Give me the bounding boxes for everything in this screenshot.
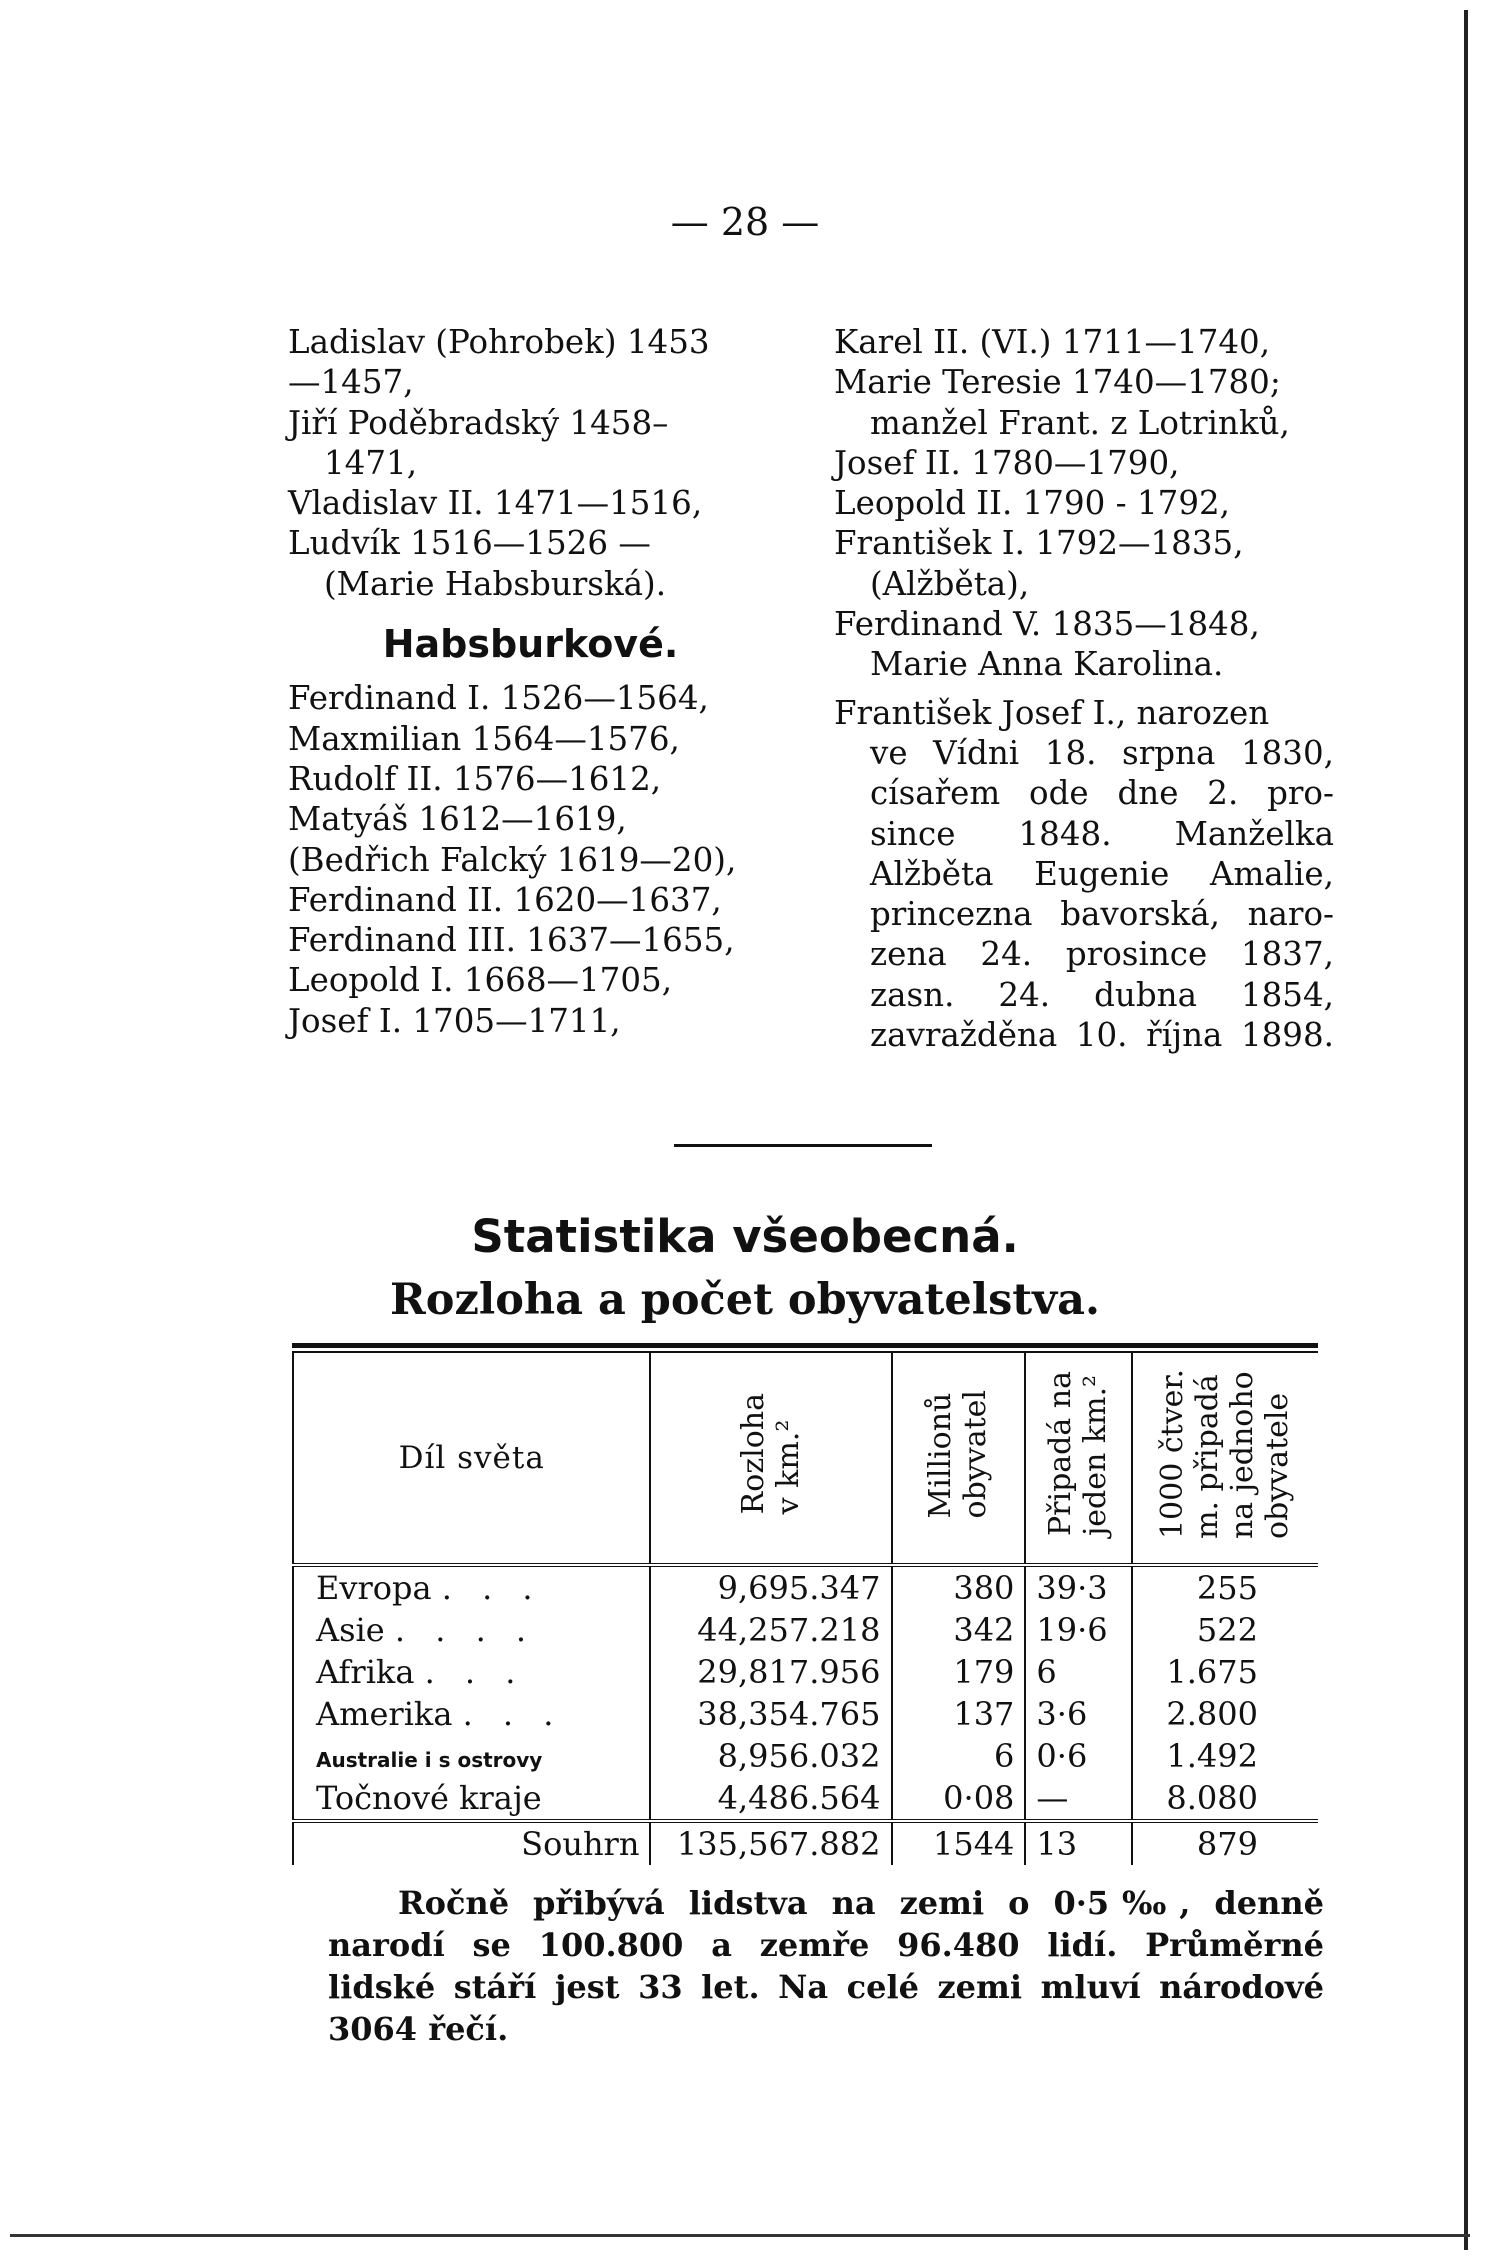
text-line: —1457, — [288, 363, 414, 402]
total-label: Souhrn — [293, 1821, 650, 1865]
total-area: 135,567.882 — [650, 1821, 891, 1865]
section-heading: Habsburkové. — [382, 622, 679, 667]
text-line: Marie Teresie 1740—1780; — [834, 363, 1281, 402]
divider — [674, 1144, 932, 1147]
total-millions: 1544 — [892, 1821, 1026, 1865]
right-column — [834, 322, 1334, 1055]
text-line: (Alžběta), — [870, 564, 1030, 603]
statistics-subtitle: Rozloha a počet obyvatelstva. — [390, 1275, 1100, 1325]
text-line: Ladislav (Pohrobek) 1453 — [288, 323, 710, 361]
millions-cell: 342 — [892, 1609, 1026, 1651]
header-per-1000-line4: obyvatele — [1260, 1392, 1296, 1540]
text-line: Leopold I. 1668—1705, — [288, 961, 673, 1000]
text-line: (Marie Habsburská). — [324, 564, 667, 603]
per-km-cell: 19·6 — [1025, 1609, 1131, 1651]
text-line: Karel II. (VI.) 1711—1740, — [834, 323, 1271, 361]
header-area-line2: v km.² — [770, 1419, 806, 1515]
table-row — [293, 1777, 1318, 1821]
millions-cell: 380 — [892, 1565, 1026, 1609]
total-per-1000: 879 — [1196, 1825, 1258, 1863]
leader-dots: . . . . — [394, 1611, 537, 1649]
per-1000-cell: 2.800 — [1166, 1695, 1258, 1733]
text-line: František I. 1792—1835, — [834, 524, 1244, 563]
text-line: Maxmilian 1564—1576, — [288, 719, 680, 758]
per-1000-cell: 522 — [1196, 1611, 1258, 1649]
text-line: ve Vídni 18. srpna 1830, — [870, 733, 1334, 772]
text-line: Leopold II. 1790 - 1792, — [834, 484, 1231, 523]
text-line: Ferdinand II. 1620—1637, — [288, 880, 722, 919]
text-line: Marie Anna Karolina. — [870, 645, 1224, 684]
leader-dots: . . . — [462, 1695, 564, 1733]
area-cell: 44,257.218 — [650, 1609, 891, 1651]
text-line: František Josef I., narozen — [834, 693, 1270, 732]
continent-name: Asie — [316, 1611, 385, 1649]
per-km-cell: 3·6 — [1025, 1693, 1131, 1735]
per-1000-cell: 8.080 — [1166, 1779, 1258, 1817]
continent-cell — [293, 1651, 650, 1693]
text-line: Josef II. 1780—1790, — [834, 443, 1180, 482]
text-line: Alžběta Eugenie Amalie, — [870, 854, 1334, 893]
text-line: since 1848. Manželka — [870, 814, 1334, 853]
continent-cell — [293, 1609, 650, 1651]
left-column — [288, 322, 773, 1041]
millions-cell: 179 — [892, 1651, 1026, 1693]
text-line: Ferdinand I. 1526—1564, — [288, 679, 709, 718]
per-km-cell: — — [1025, 1777, 1131, 1821]
table-row — [293, 1735, 1318, 1777]
scan-edge — [1464, 10, 1468, 2250]
text-line: princezna bavorská, naro- — [870, 895, 1334, 934]
header-millions — [892, 1353, 1026, 1565]
per-km-cell: 0·6 — [1025, 1735, 1131, 1777]
text-line: Matyáš 1612—1619, — [288, 800, 627, 839]
table-total-row — [293, 1821, 1318, 1865]
per-1000-cell: 1.492 — [1166, 1737, 1258, 1775]
scan-edge — [10, 2234, 1470, 2237]
page-number: — 28 — — [670, 200, 820, 244]
table-row — [293, 1693, 1318, 1735]
statistics-note: Ročně přibývá lidstva na zemi o 0·5‰, denně narodí se 100.800 a zemře 96.480 lidí. Průměrné lidské stáří jest 33 let. Na celé zemi mluví národové 3064 řečí. — [328, 1884, 1324, 2048]
per-km-cell: 39·3 — [1025, 1565, 1131, 1609]
text-line: Ludvík 1516—1526 — — [288, 524, 651, 563]
table-row — [293, 1565, 1318, 1609]
text-line: Ferdinand V. 1835—1848, — [834, 605, 1260, 644]
text-line: Jiří Poděbradský 1458– — [288, 403, 669, 442]
leader-dots: . . . — [424, 1653, 526, 1691]
header-continent: Díl světa — [293, 1353, 650, 1565]
header-area — [650, 1353, 891, 1565]
area-cell: 9,695.347 — [650, 1565, 891, 1609]
text-line: Rudolf II. 1576—1612, — [288, 759, 662, 798]
table-row — [293, 1651, 1318, 1693]
continent-name: Australie i s ostrovy — [316, 1748, 543, 1772]
millions-cell: 0·08 — [892, 1777, 1026, 1821]
continent-cell — [293, 1777, 650, 1821]
continent-cell — [293, 1735, 650, 1777]
header-area-line1: Rozloha — [735, 1393, 771, 1515]
text-line: zena 24. prosince 1837, — [870, 935, 1334, 974]
text-line: zavražděna 10. října 1898. — [870, 1016, 1334, 1055]
continent-name: Afrika — [316, 1653, 415, 1691]
header-millions-line2: obyvatel — [958, 1389, 994, 1519]
table-header-row — [293, 1353, 1318, 1565]
header-millions-line1: Millionů — [923, 1392, 959, 1519]
text-line: císařem ode dne 2. pro- — [870, 774, 1334, 813]
area-cell: 38,354.765 — [650, 1693, 891, 1735]
text-line: Ferdinand III. 1637—1655, — [288, 921, 735, 960]
text-line: zasn. 24. dubna 1854, — [870, 975, 1334, 1014]
header-per-km-line2: jeden km.² — [1078, 1375, 1114, 1537]
statistics-title: Statistika všeobecná. — [471, 1210, 1019, 1263]
continent-cell — [293, 1693, 650, 1735]
header-per-1000 — [1132, 1353, 1319, 1565]
header-per-1000-line2: m. připadá — [1190, 1374, 1226, 1540]
millions-cell: 137 — [892, 1693, 1026, 1735]
continent-name: Točnové kraje — [316, 1779, 542, 1817]
continent-cell — [293, 1565, 650, 1609]
text-line: 1471, — [324, 443, 418, 482]
text-line: (Bedřich Falcký 1619—20), — [288, 840, 737, 879]
per-km-cell: 6 — [1025, 1651, 1131, 1693]
area-cell: 8,956.032 — [650, 1735, 891, 1777]
per-1000-cell: 255 — [1196, 1569, 1258, 1607]
total-per-km: 13 — [1025, 1821, 1131, 1865]
header-per-km-line1: Připadá na — [1043, 1371, 1079, 1537]
leader-dots: . . . — [441, 1569, 543, 1607]
continent-name: Amerika — [316, 1695, 453, 1733]
text-line: Vladislav II. 1471—1516, — [288, 484, 703, 523]
population-table — [292, 1343, 1318, 1865]
continent-name: Evropa — [316, 1569, 432, 1607]
area-cell: 4,486.564 — [650, 1777, 891, 1821]
per-1000-cell: 1.675 — [1166, 1653, 1258, 1691]
area-cell: 29,817.956 — [650, 1651, 891, 1693]
header-per-1000-line3: na jednoho — [1225, 1371, 1261, 1540]
text-line: Josef I. 1705—1711, — [288, 1001, 621, 1040]
text-line: manžel Frant. z Lotrinků, — [870, 403, 1290, 442]
header-per-1000-line1: 1000 čtver. — [1155, 1368, 1191, 1540]
millions-cell: 6 — [892, 1735, 1026, 1777]
table-row — [293, 1609, 1318, 1651]
header-per-km — [1025, 1353, 1131, 1565]
